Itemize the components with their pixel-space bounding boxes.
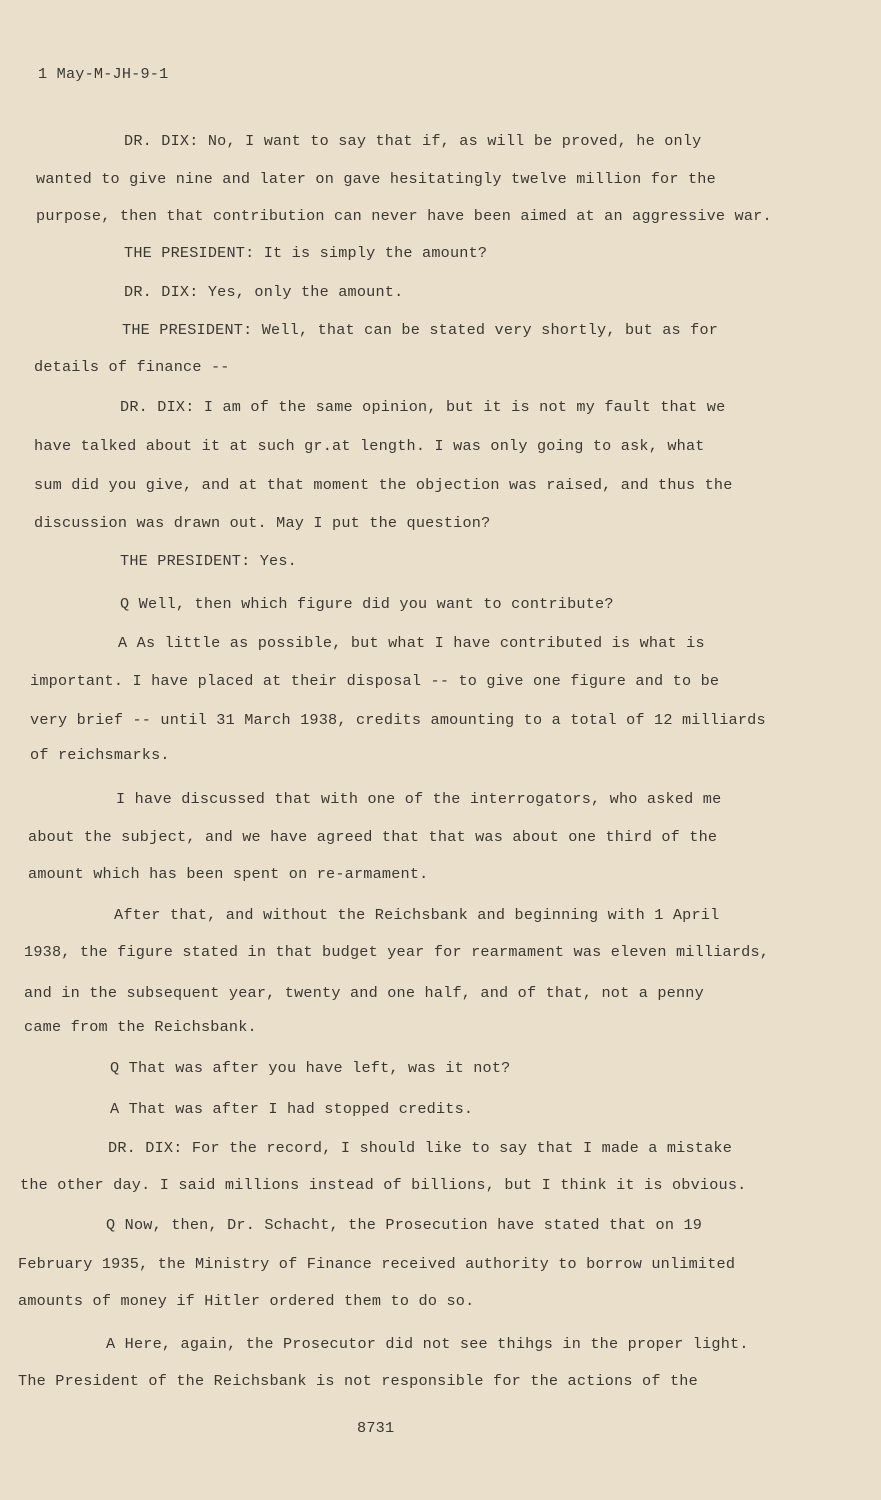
text-line: DR. DIX: Yes, only the amount. <box>124 283 404 301</box>
text-line: discussion was drawn out. May I put the question? <box>34 514 491 532</box>
text-line: February 1935, the Ministry of Finance received authority to borrow unlimited <box>18 1255 736 1273</box>
text-line: the other day. I said millions instead of billions, but I think it is obvious. <box>20 1176 747 1194</box>
text-line: A Here, again, the Prosecutor did not see thihgs in the proper light. <box>106 1335 749 1353</box>
text-line: amount which has been spent on re-armament. <box>28 865 429 883</box>
text-line: THE PRESIDENT: Yes. <box>120 552 297 570</box>
text-line: DR. DIX: For the record, I should like to say that I made a mistake <box>108 1139 733 1157</box>
text-line: important. I have placed at their disposal -- to give one figure and to be <box>30 672 720 690</box>
text-line: Q That was after you have left, was it not? <box>110 1059 511 1077</box>
text-line: DR. DIX: No, I want to say that if, as will be proved, he only <box>124 132 702 150</box>
text-line: sum did you give, and at that moment the objection was raised, and thus the <box>34 476 733 494</box>
text-line: details of finance -- <box>34 358 230 376</box>
text-line: of reichsmarks. <box>30 746 170 764</box>
text-line: about the subject, and we have agreed that that was about one third of the <box>28 828 718 846</box>
page-number: 8731 <box>357 1419 395 1437</box>
text-line: THE PRESIDENT: It is simply the amount? <box>124 244 488 262</box>
text-line: wanted to give nine and later on gave hesitatingly twelve million for the <box>36 170 716 188</box>
text-line: THE PRESIDENT: Well, that can be stated very shortly, but as for <box>122 321 719 339</box>
text-line: A As little as possible, but what I have contributed is what is <box>118 634 705 652</box>
text-line: DR. DIX: I am of the same opinion, but it is not my fault that we <box>120 398 726 416</box>
text-line: Q Well, then which figure did you want to contribute? <box>120 595 614 613</box>
text-line: came from the Reichsbank. <box>24 1018 257 1036</box>
text-line: very brief -- until 31 March 1938, credits amounting to a total of 12 milliards <box>30 711 766 729</box>
document-reference: 1 May-M-JH-9-1 <box>38 65 169 83</box>
text-line: 1938, the figure stated in that budget year for rearmament was eleven milliards, <box>24 943 770 961</box>
text-line: A That was after I had stopped credits. <box>110 1100 474 1118</box>
text-line: amounts of money if Hitler ordered them to do so. <box>18 1292 475 1310</box>
text-line: Q Now, then, Dr. Schacht, the Prosecution have stated that on 19 <box>106 1216 703 1234</box>
text-line: I have discussed that with one of the interrogators, who asked me <box>116 790 722 808</box>
text-line: The President of the Reichsbank is not responsible for the actions of the <box>18 1372 698 1390</box>
text-line: have talked about it at such gr.at length. I was only going to ask, what <box>34 437 705 455</box>
text-line: and in the subsequent year, twenty and one half, and of that, not a penny <box>24 984 704 1002</box>
text-line: purpose, then that contribution can never have been aimed at an aggressive war. <box>36 207 772 225</box>
text-line: After that, and without the Reichsbank and beginning with 1 April <box>114 906 720 924</box>
